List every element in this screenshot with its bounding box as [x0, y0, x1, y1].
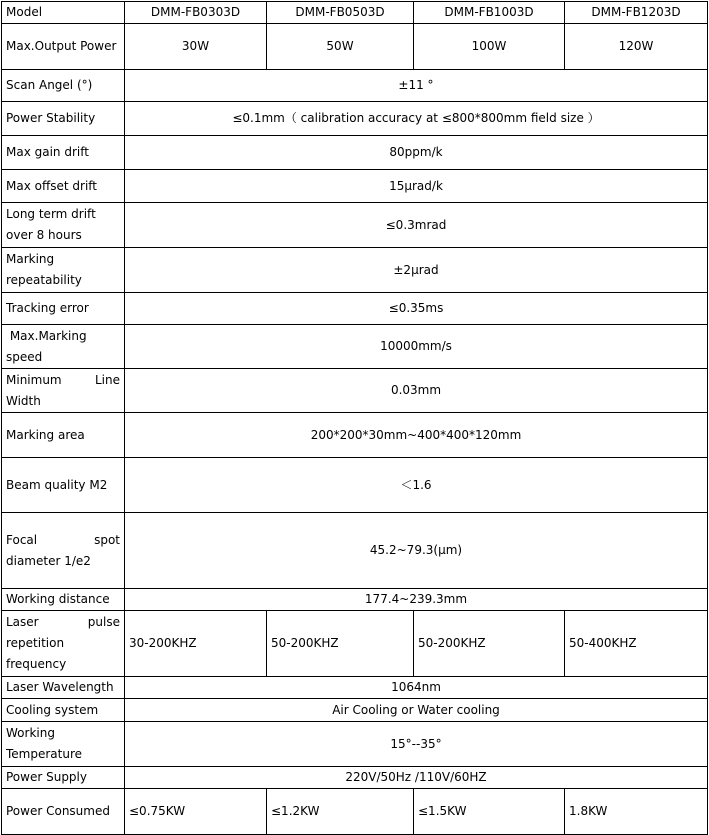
model-name: DMM-FB0303D: [125, 2, 267, 24]
row-label: Tracking error: [2, 293, 125, 325]
row-long-term-drift: [2, 203, 708, 248]
row-power-stability: [2, 102, 708, 136]
row-label: Power Stability: [2, 102, 125, 136]
row-scan-angle: [2, 70, 708, 102]
row-max-offset-drift: [2, 170, 708, 203]
row-label: Working distance: [2, 589, 125, 611]
row-max-output-power: [2, 24, 708, 70]
row-label: Minimum Line Width: [2, 369, 125, 413]
row-cooling-system: [2, 699, 708, 722]
row-focal-spot-diameter: [2, 513, 708, 589]
cell-value: ±2μrad: [125, 248, 708, 293]
row-label: Marking area: [2, 413, 125, 458]
row-label: Power Supply: [2, 767, 125, 789]
cell-value: 0.03mm: [125, 369, 708, 413]
cell-value: 50-200KHZ: [267, 611, 414, 677]
row-max-gain-drift: [2, 136, 708, 170]
cell-value: 10000mm/s: [125, 325, 708, 369]
cell-value: 100W: [414, 24, 565, 70]
cell-value: 120W: [565, 24, 708, 70]
model-name: DMM-FB0503D: [267, 2, 414, 24]
cell-value: 200*200*30mm~400*400*120mm: [125, 413, 708, 458]
cell-value: 50-200KHZ: [414, 611, 565, 677]
header-row: [2, 2, 708, 24]
cell-value: 1064nm: [125, 677, 708, 699]
row-label: Long term drift over 8 hours: [2, 203, 125, 248]
cell-value: ≤0.75KW: [125, 789, 267, 835]
row-label: Focal spot diameter 1/e2: [2, 513, 125, 589]
cell-value: 30W: [125, 24, 267, 70]
row-label: Max offset drift: [2, 170, 125, 203]
cell-value: ＜1.6: [125, 458, 708, 513]
row-label: Scan Angel (°): [2, 70, 125, 102]
cell-value: Air Cooling or Water cooling: [125, 699, 708, 722]
row-label: Max gain drift: [2, 136, 125, 170]
specification-table: [1, 1, 708, 835]
row-minimum-line-width: [2, 369, 708, 413]
cell-value: ≤0.1mm（ calibration accuracy at ≤800*800mm field size ）: [125, 102, 708, 136]
cell-value: 80ppm/k: [125, 136, 708, 170]
row-beam-quality: [2, 458, 708, 513]
cell-value: 45.2~79.3(μm): [125, 513, 708, 589]
row-label: Beam quality M2: [2, 458, 125, 513]
row-marking-repeatability: [2, 248, 708, 293]
cell-value: 177.4~239.3mm: [125, 589, 708, 611]
row-label: Max.Marking speed: [2, 325, 125, 369]
cell-value: 1.8KW: [565, 789, 708, 835]
row-label: Max.Output Power: [2, 24, 125, 70]
row-power-supply: [2, 767, 708, 789]
row-working-temperature: [2, 722, 708, 767]
row-label: Laser pulse repetition frequency: [2, 611, 125, 677]
cell-value: 220V/50Hz /110V/60HZ: [125, 767, 708, 789]
cell-value: ≤0.3mrad: [125, 203, 708, 248]
row-marking-area: [2, 413, 708, 458]
row-tracking-error: [2, 293, 708, 325]
cell-value: 30-200KHZ: [125, 611, 267, 677]
cell-value: 15°--35°: [125, 722, 708, 767]
row-label: Cooling system: [2, 699, 125, 722]
header-label: Model: [2, 2, 125, 24]
model-name: DMM-FB1003D: [414, 2, 565, 24]
cell-value: 15μrad/k: [125, 170, 708, 203]
row-label: Marking repeatability: [2, 248, 125, 293]
row-max-marking-speed: [2, 325, 708, 369]
cell-value: ±11 °: [125, 70, 708, 102]
row-pulse-repetition-frequency: [2, 611, 708, 677]
cell-value: 50-400KHZ: [565, 611, 708, 677]
row-working-distance: [2, 589, 708, 611]
row-laser-wavelength: [2, 677, 708, 699]
row-label: Laser Wavelength: [2, 677, 125, 699]
cell-value: 50W: [267, 24, 414, 70]
row-label: Working Temperature: [2, 722, 125, 767]
cell-value: ≤1.2KW: [267, 789, 414, 835]
cell-value: ≤0.35ms: [125, 293, 708, 325]
model-name: DMM-FB1203D: [565, 2, 708, 24]
cell-value: ≤1.5KW: [414, 789, 565, 835]
row-power-consumed: [2, 789, 708, 835]
row-label: Power Consumed: [2, 789, 125, 835]
